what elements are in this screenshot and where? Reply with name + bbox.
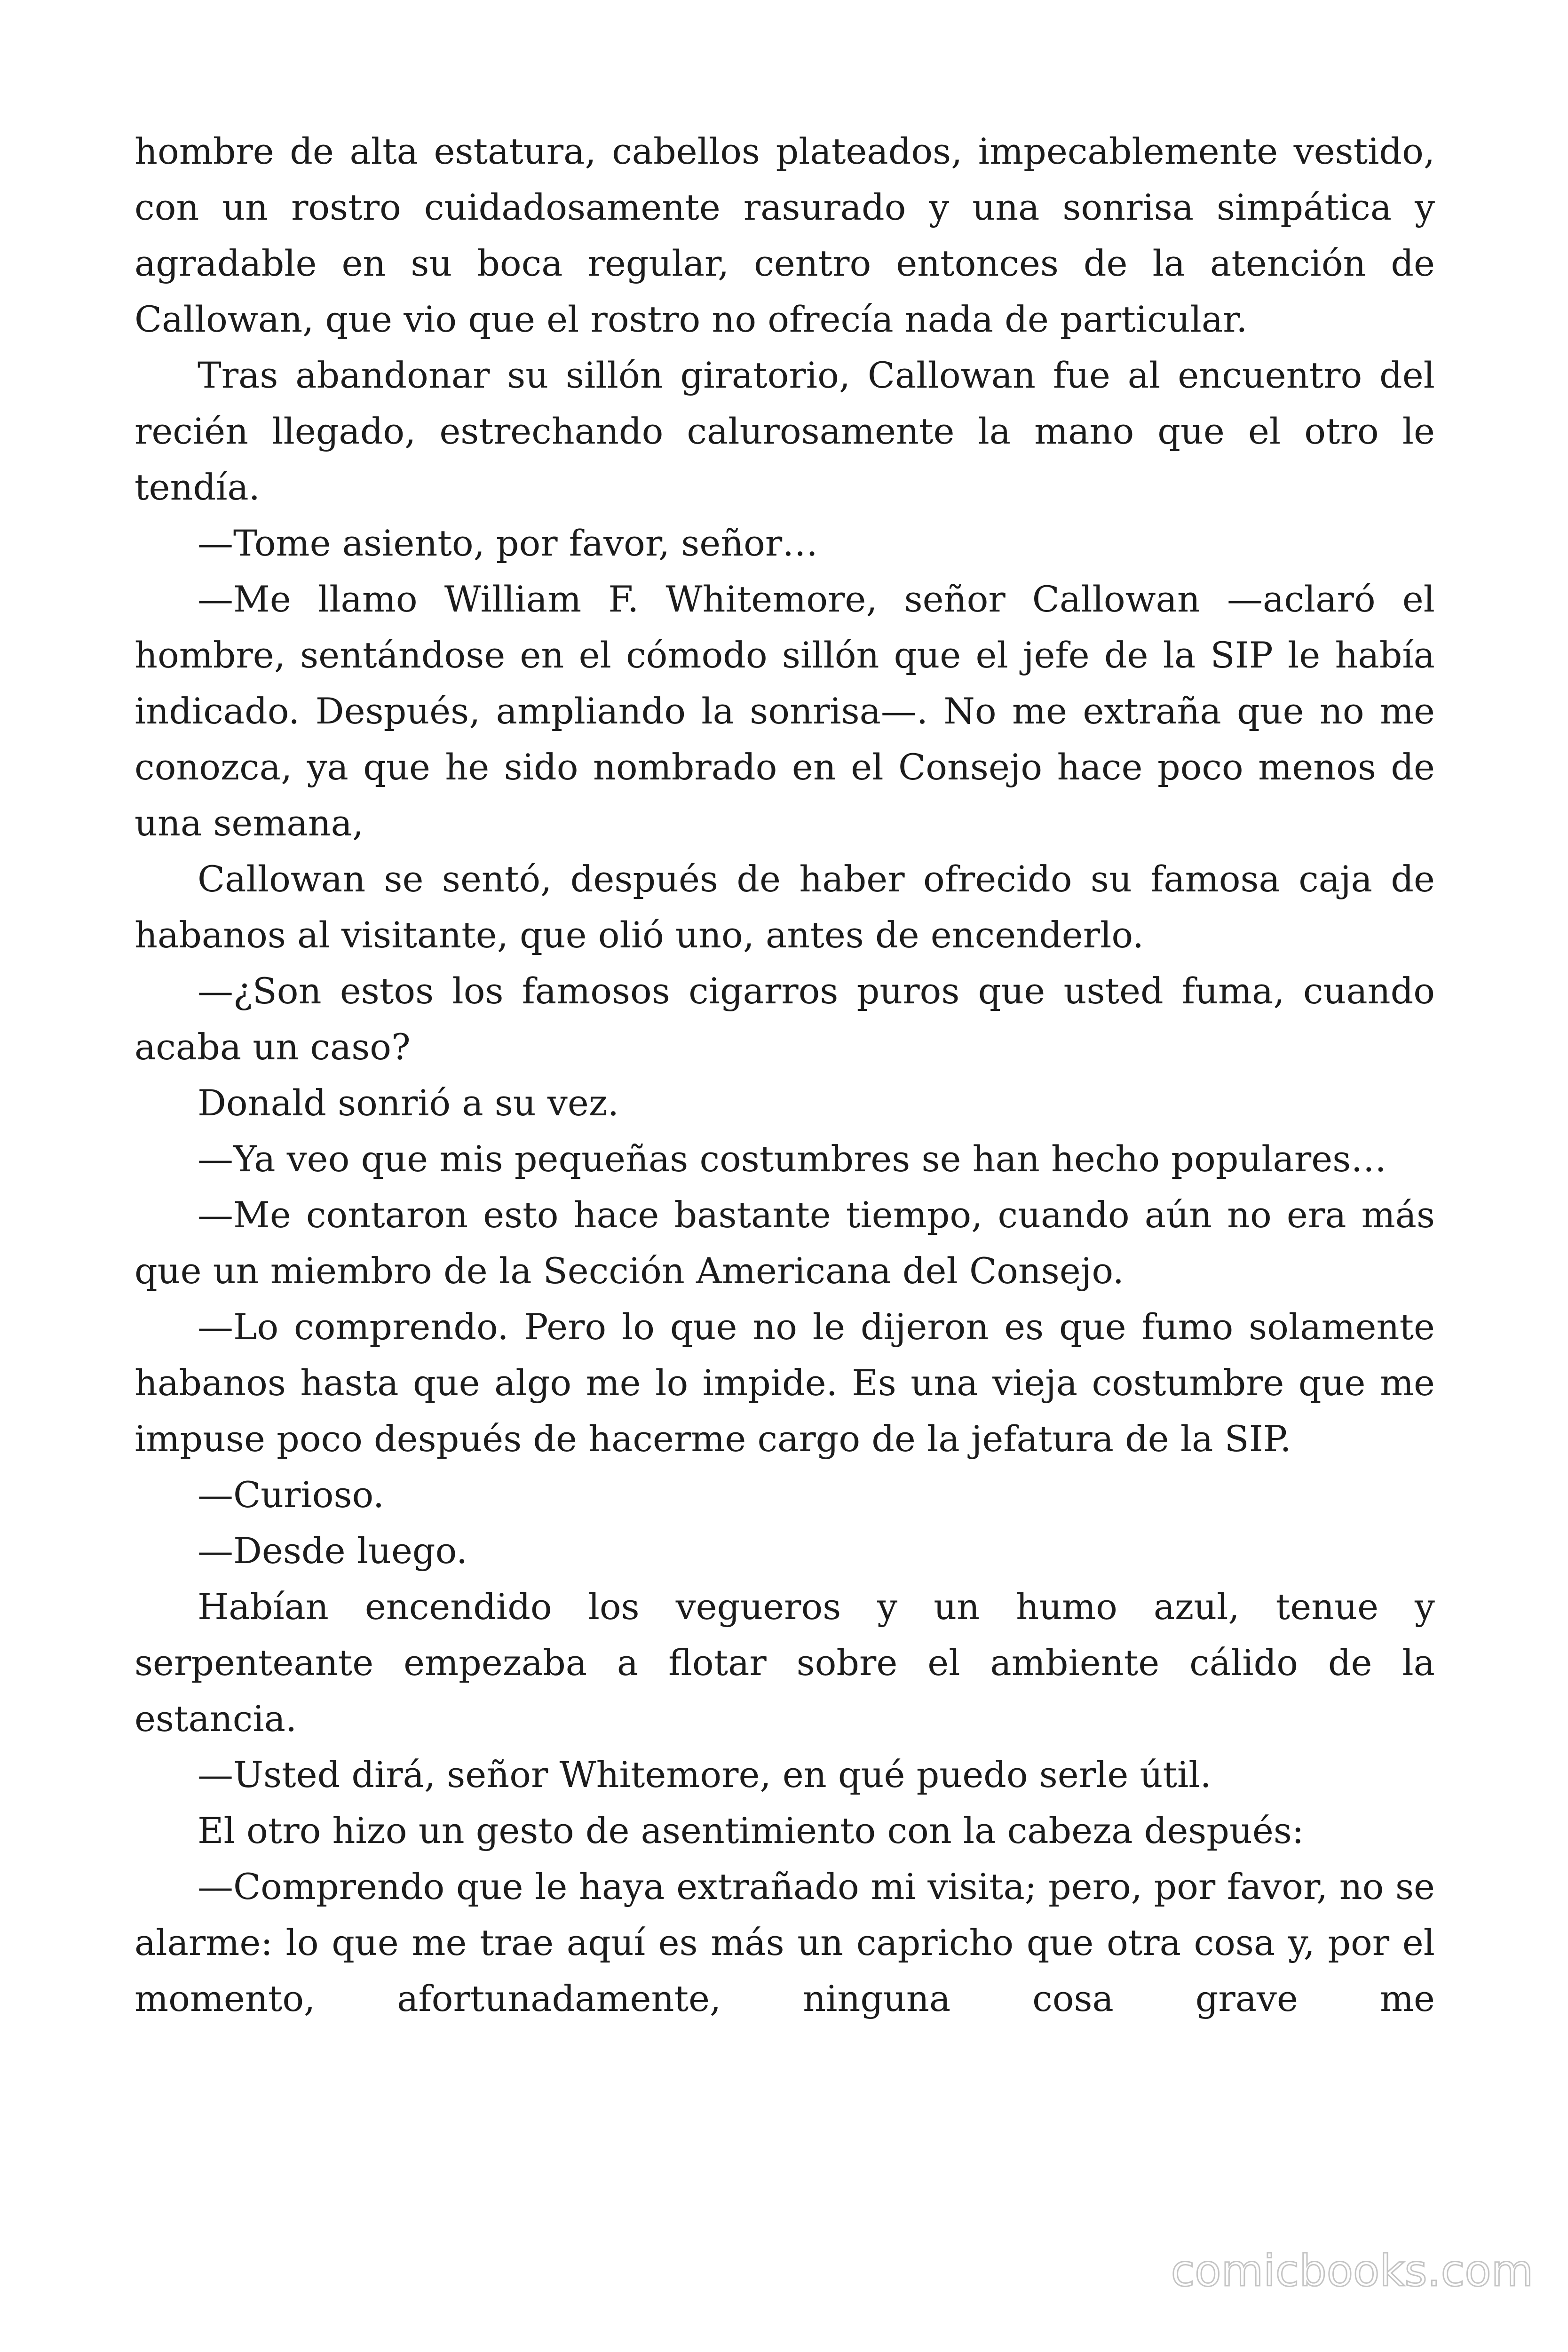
paragraph: Habían encendido los vegueros y un humo azul, tenue y serpenteante empezaba a flotar sobre el ambiente cálido de la estancia. — [135, 1586, 1435, 1740]
paragraph: Tras abandonar su sillón giratorio, Callowan fue al encuentro del recién llegado, estrechando calurosamente la mano que el otro le tendía. — [135, 354, 1435, 508]
paragraph: —Usted dirá, señor Whitemore, en qué puedo serle útil. — [198, 1754, 1212, 1796]
paragraph: El otro hizo un gesto de asentimiento con la cabeza después: — [198, 1810, 1304, 1851]
paragraph: hombre de alta estatura, cabellos plateados, impecablemente vestido, con un rostro cuidadosamente rasurado y una sonrisa simpática y agradable en su boca regular, centro entonces de la atención de Callowan, que vio que el rostro no ofrecía nada de particular. — [135, 130, 1435, 340]
paragraph: —¿Son estos los famosos cigarros puros que usted fuma, cuando acaba un caso? — [135, 970, 1435, 1068]
watermark-text: comicbooks.com — [1171, 2246, 1534, 2296]
paragraph: —Me llamo William F. Whitemore, señor Callowan —aclaró el hombre, sentándose en el cómodo sillón que el jefe de la SIP le había indicado. Después, ampliando la sonrisa—. No me extraña que no me conozca, ya que he sido nombrado en el Consejo hace poco menos de una semana, — [135, 578, 1435, 844]
paragraph: —Me contaron esto hace bastante tiempo, cuando aún no era más que un miembro de la Sección Americana del Consejo. — [135, 1194, 1435, 1292]
paragraph: —Lo comprendo. Pero lo que no le dijeron es que fumo solamente habanos hasta que algo me lo impide. Es una vieja costumbre que me impuse poco después de hacerme cargo de la jefatura de la SIP. — [135, 1306, 1435, 1460]
watermark-logo — [1157, 2241, 1547, 2303]
paragraph: —Ya veo que mis pequeñas costumbres se han hecho populares… — [198, 1138, 1387, 1180]
paragraph: —Desde luego. — [198, 1530, 468, 1572]
page-body-text — [135, 123, 1435, 2026]
paragraph: Donald sonrió a su vez. — [198, 1082, 619, 1124]
paragraph: —Curioso. — [198, 1474, 385, 1516]
paragraph: —Tome asiento, por favor, señor… — [198, 522, 818, 564]
paragraph: —Comprendo que le haya extrañado mi visita; pero, por favor, no se alarme: lo que me trae aquí es más un capricho que otra cosa y, por el momento, afortunadamente, ninguna cosa grave me — [135, 1866, 1435, 2019]
paragraph: Callowan se sentó, después de haber ofrecido su famosa caja de habanos al visitante, que olió uno, antes de encenderlo. — [135, 858, 1435, 956]
